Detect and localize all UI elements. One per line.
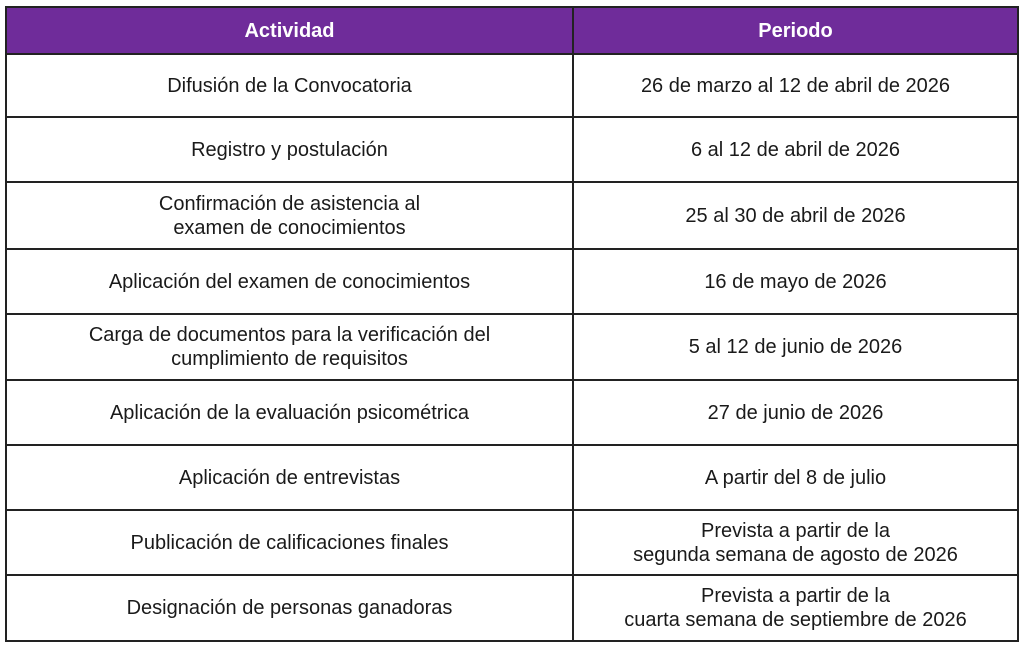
cell-text: 5 al 12 de junio de 2026 bbox=[688, 336, 903, 358]
cell-text: Aplicación de entrevistas bbox=[178, 466, 401, 489]
cell-actividad bbox=[6, 117, 573, 182]
cell-text: 27 de junio de 2026 bbox=[707, 401, 884, 424]
cell-text: A partir del 8 de julio bbox=[704, 466, 887, 489]
cell-text: cuarta semana de septiembre de 2026 bbox=[624, 609, 967, 631]
cell-actividad bbox=[6, 510, 573, 575]
cell-text: Aplicación de la evaluación psicométrica bbox=[109, 401, 470, 424]
cell-text: Prevista a partir de la bbox=[701, 519, 890, 542]
cell-text: Difusión de la Convocatoria bbox=[167, 74, 412, 97]
cell-actividad bbox=[6, 249, 573, 314]
schedule-document bbox=[5, 6, 1017, 642]
column-header-actividad: Actividad bbox=[6, 7, 573, 54]
cell-text: 26 de marzo al 12 de abril de 2026 bbox=[640, 74, 951, 97]
cell-periodo bbox=[573, 117, 1018, 182]
table-row bbox=[6, 575, 1018, 641]
cell-periodo bbox=[573, 182, 1018, 249]
table-row bbox=[6, 249, 1018, 314]
cell-text: Publicación de calificaciones finales bbox=[130, 531, 449, 554]
cell-text: 25 al 30 de abril de 2026 bbox=[685, 204, 906, 227]
cell-periodo bbox=[573, 249, 1018, 314]
cell-text: segunda semana de agosto de 2026 bbox=[633, 543, 958, 566]
cell-periodo bbox=[573, 510, 1018, 575]
cell-actividad bbox=[6, 314, 573, 380]
cell-text: 16 de mayo de 2026 bbox=[704, 270, 887, 293]
cell-actividad bbox=[6, 575, 573, 641]
schedule-table bbox=[5, 6, 1019, 642]
table-header-row bbox=[6, 7, 1018, 54]
column-header-periodo: Periodo bbox=[573, 7, 1018, 54]
cell-periodo bbox=[573, 445, 1018, 510]
cell-text: examen de conocimientos bbox=[173, 216, 406, 239]
cell-periodo bbox=[573, 575, 1018, 641]
cell-actividad bbox=[6, 380, 573, 445]
table-row bbox=[6, 445, 1018, 510]
cell-actividad bbox=[6, 54, 573, 117]
cell-text: Aplicación del examen de conocimientos bbox=[108, 270, 471, 293]
cell-text: 6 al 12 de abril de 2026 bbox=[690, 138, 901, 161]
table-row bbox=[6, 510, 1018, 575]
table-row bbox=[6, 380, 1018, 445]
cell-periodo bbox=[573, 314, 1018, 380]
cell-text: Confirmación de asistencia al bbox=[158, 192, 421, 215]
table-row bbox=[6, 314, 1018, 380]
cell-actividad bbox=[6, 445, 573, 510]
cell-periodo bbox=[573, 380, 1018, 445]
table-row bbox=[6, 54, 1018, 117]
cell-periodo bbox=[573, 54, 1018, 117]
cell-text: Prevista a partir de la bbox=[701, 585, 890, 607]
cell-actividad bbox=[6, 182, 573, 249]
table-row bbox=[6, 117, 1018, 182]
table-row bbox=[6, 182, 1018, 249]
cell-text: Registro y postulación bbox=[191, 138, 388, 161]
cell-text: Designación de personas ganadoras bbox=[126, 597, 453, 619]
cell-text: Carga de documentos para la verificación del bbox=[88, 324, 491, 346]
cell-text: cumplimiento de requisitos bbox=[171, 348, 408, 370]
